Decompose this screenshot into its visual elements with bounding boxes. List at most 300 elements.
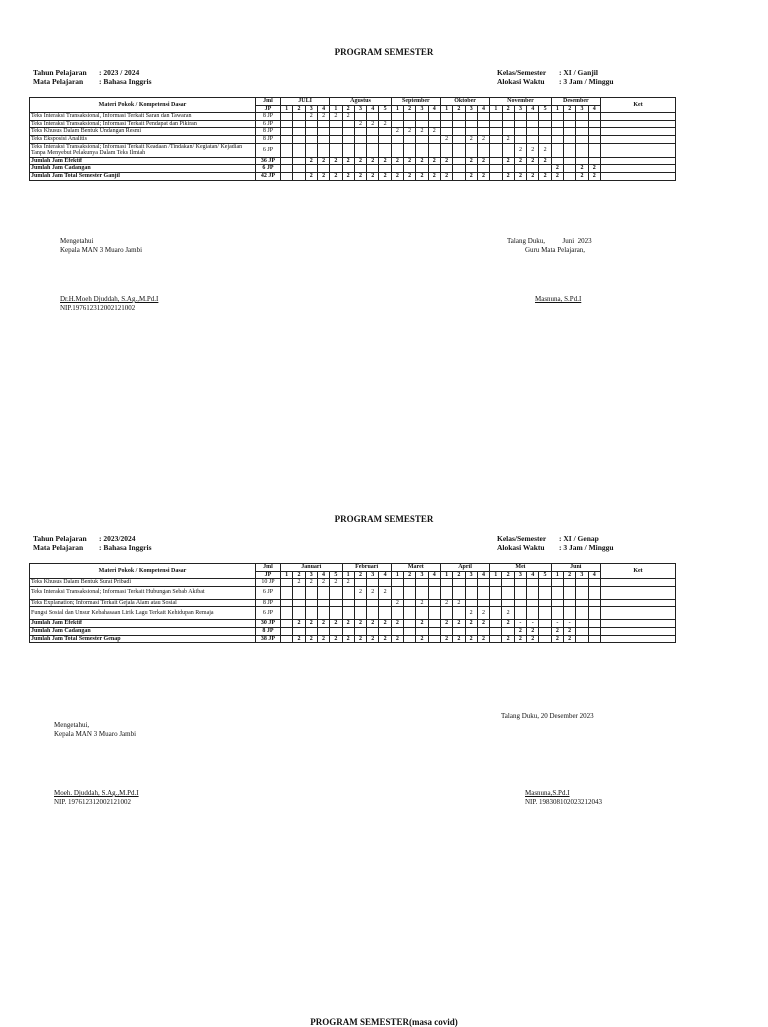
week-cell (428, 113, 440, 121)
table-row (30, 135, 676, 143)
sem2-guru-sign (525, 789, 602, 807)
week-cell (367, 607, 379, 620)
week-cell (588, 120, 600, 128)
week-cell (564, 157, 576, 165)
week-cell: 2 (342, 635, 354, 643)
week-header: 2 (453, 105, 465, 113)
week-header: 5 (539, 571, 551, 579)
week-cell (453, 172, 465, 180)
sem2-info-left (33, 534, 152, 552)
week-cell (465, 113, 477, 121)
week-cell (588, 586, 600, 599)
week-cell: 2 (477, 135, 489, 143)
week-cell (502, 599, 514, 607)
week-cell: 2 (293, 635, 305, 643)
week-cell: 2 (428, 172, 440, 180)
summary-row (30, 627, 676, 635)
tahun-value: : 2023/2024 (99, 534, 136, 543)
week-header: 1 (391, 105, 403, 113)
week-header: 1 (551, 571, 563, 579)
week-cell (342, 128, 354, 136)
week-header: 2 (342, 105, 354, 113)
week-header: 4 (367, 105, 379, 113)
week-cell (539, 120, 551, 128)
week-cell (367, 128, 379, 136)
week-cell: 2 (379, 586, 391, 599)
week-cell (465, 128, 477, 136)
week-cell (564, 128, 576, 136)
week-header: 2 (564, 105, 576, 113)
week-header: 4 (477, 105, 489, 113)
week-cell: 2 (514, 635, 526, 643)
week-cell (477, 128, 489, 136)
week-cell (465, 120, 477, 128)
week-cell: 2 (440, 172, 452, 180)
week-cell (490, 599, 502, 607)
week-cell: 2 (367, 635, 379, 643)
week-cell (354, 135, 366, 143)
week-cell (404, 635, 416, 643)
week-cell: - (514, 620, 526, 628)
week-cell (330, 607, 342, 620)
week-cell (404, 599, 416, 607)
week-cell (293, 607, 305, 620)
week-header: 2 (404, 571, 416, 579)
ket-cell (600, 172, 675, 180)
week-cell (490, 143, 502, 157)
week-cell (539, 599, 551, 607)
week-cell (551, 135, 563, 143)
week-cell (539, 128, 551, 136)
week-cell (404, 165, 416, 173)
ket-cell (600, 586, 675, 599)
week-cell (514, 165, 526, 173)
week-cell (588, 635, 600, 643)
week-cell (391, 135, 403, 143)
sem2-program-table (29, 563, 676, 643)
month-header: Mei (490, 564, 552, 572)
materi-cell: Teks Interaksi Transaksional; Informasi Terkait Pendapat dan Pikiran (30, 120, 256, 128)
sem1-info-left (33, 68, 152, 86)
week-cell (416, 120, 428, 128)
table-row (30, 586, 676, 599)
week-cell (477, 586, 489, 599)
week-cell: 2 (539, 172, 551, 180)
week-cell: - (551, 620, 563, 628)
table-row (30, 599, 676, 607)
week-cell (281, 120, 293, 128)
week-header: 4 (428, 571, 440, 579)
week-cell (588, 607, 600, 620)
week-cell: 2 (440, 635, 452, 643)
week-cell: 2 (317, 113, 329, 121)
week-header: 4 (477, 571, 489, 579)
week-cell (305, 627, 317, 635)
week-cell (342, 599, 354, 607)
week-cell (564, 120, 576, 128)
week-cell (440, 586, 452, 599)
week-cell (477, 113, 489, 121)
week-cell: 2 (502, 635, 514, 643)
week-header: 4 (428, 105, 440, 113)
week-cell (330, 586, 342, 599)
materi-cell: Jumlah Jam Efektif (30, 157, 256, 165)
week-cell: 2 (330, 113, 342, 121)
week-cell (404, 120, 416, 128)
week-cell (317, 627, 329, 635)
week-header: 4 (527, 571, 539, 579)
week-header: 1 (281, 105, 293, 113)
week-cell (416, 579, 428, 587)
week-cell (416, 627, 428, 635)
week-cell: 2 (391, 128, 403, 136)
week-cell: 2 (379, 120, 391, 128)
materi-cell: Jumlah Jam Total Semester Ganjil (30, 172, 256, 180)
sem1-program-table (29, 97, 676, 181)
week-cell (527, 113, 539, 121)
week-cell (379, 128, 391, 136)
week-cell (514, 586, 526, 599)
week-cell: 2 (440, 135, 452, 143)
week-cell (465, 579, 477, 587)
week-cell (477, 579, 489, 587)
week-cell (391, 579, 403, 587)
week-cell (281, 620, 293, 628)
sem2-title: PROGRAM SEMESTER (334, 514, 434, 524)
week-cell: 2 (330, 620, 342, 628)
week-cell (453, 113, 465, 121)
guru-label: Guru Mata Pelajaran, (525, 246, 586, 254)
week-cell: 2 (502, 157, 514, 165)
week-cell (293, 627, 305, 635)
week-cell: 2 (502, 135, 514, 143)
jp-cell: 6 JP (256, 120, 281, 128)
month-header: Juni (551, 564, 600, 572)
summary-row (30, 620, 676, 628)
ket-cell (600, 120, 675, 128)
week-cell (453, 135, 465, 143)
kelas-label: Kelas/Semester (497, 534, 547, 543)
week-cell: 2 (404, 128, 416, 136)
week-cell (564, 172, 576, 180)
jp-cell: 6 JP (256, 586, 281, 599)
week-header: 1 (551, 105, 563, 113)
week-cell (563, 607, 575, 620)
week-cell (564, 143, 576, 157)
tahun-label: Tahun Pelajaran (33, 68, 87, 77)
week-cell (490, 113, 502, 121)
week-cell: 2 (391, 635, 403, 643)
week-cell (551, 113, 563, 121)
week-cell: 2 (330, 579, 342, 587)
week-header: 3 (465, 571, 477, 579)
week-cell: 2 (477, 157, 489, 165)
week-cell: 2 (305, 113, 317, 121)
kepala-name: Dr.H.Moeh Djuddah, S.Ag.,M.Pd.I (60, 295, 159, 303)
week-cell: 2 (317, 620, 329, 628)
materi-header: Materi Pokok / Kompetensi Dasar (30, 98, 256, 113)
week-cell (330, 135, 342, 143)
week-cell: 2 (391, 172, 403, 180)
week-cell: 2 (588, 172, 600, 180)
week-cell (490, 579, 502, 587)
week-cell: 2 (514, 172, 526, 180)
week-cell (293, 599, 305, 607)
ket-cell (600, 579, 675, 587)
week-cell (416, 586, 428, 599)
week-cell: 2 (477, 635, 489, 643)
week-header: 1 (440, 105, 452, 113)
week-cell (391, 607, 403, 620)
week-cell: 2 (354, 620, 366, 628)
week-cell: 2 (527, 143, 539, 157)
week-cell (440, 120, 452, 128)
month-header: Agustus (330, 98, 392, 106)
week-cell (453, 143, 465, 157)
week-cell: 2 (305, 635, 317, 643)
week-cell: 2 (379, 620, 391, 628)
week-cell: 2 (293, 620, 305, 628)
week-cell (293, 165, 305, 173)
week-cell (428, 165, 440, 173)
week-cell (539, 627, 551, 635)
week-cell (551, 586, 563, 599)
week-cell: 2 (367, 586, 379, 599)
week-header: 2 (354, 571, 366, 579)
week-cell (354, 165, 366, 173)
week-cell (527, 607, 539, 620)
week-cell (354, 143, 366, 157)
week-cell (440, 128, 452, 136)
week-cell (281, 165, 293, 173)
table-row (30, 120, 676, 128)
tahun-value: : 2023 / 2024 (99, 68, 140, 77)
week-cell: 2 (317, 172, 329, 180)
month-header: Oktober (440, 98, 489, 106)
week-cell: 2 (440, 599, 452, 607)
week-cell: 2 (428, 128, 440, 136)
week-cell: 2 (379, 635, 391, 643)
week-cell: 2 (342, 620, 354, 628)
materi-cell: Jumlah Jam Cadangan (30, 627, 256, 635)
week-cell (588, 135, 600, 143)
week-cell (527, 135, 539, 143)
week-cell (330, 120, 342, 128)
week-cell (305, 599, 317, 607)
week-cell (391, 113, 403, 121)
week-cell (527, 579, 539, 587)
week-cell: 2 (342, 113, 354, 121)
week-cell: 2 (330, 172, 342, 180)
week-cell: 2 (416, 157, 428, 165)
week-cell (453, 128, 465, 136)
kelas-value: : XI / Genap (559, 534, 599, 543)
week-header: 3 (514, 571, 526, 579)
mapel-label: Mata Pelajaran (33, 77, 84, 86)
materi-cell: Jumlah Jam Efektif (30, 620, 256, 628)
week-header: 1 (391, 571, 403, 579)
week-cell: 2 (563, 635, 575, 643)
week-header: 2 (293, 571, 305, 579)
week-cell (293, 172, 305, 180)
week-cell (539, 586, 551, 599)
jml-header: Jml (256, 98, 281, 106)
week-cell (416, 135, 428, 143)
ket-cell (600, 157, 675, 165)
ket-cell (600, 135, 675, 143)
week-cell (293, 113, 305, 121)
week-cell: 2 (527, 172, 539, 180)
week-cell: 2 (391, 599, 403, 607)
week-cell (539, 607, 551, 620)
kepala-label: Kepala MAN 3 Muaro Jambi (54, 730, 137, 738)
week-cell (453, 165, 465, 173)
week-cell (576, 128, 588, 136)
week-cell (490, 165, 502, 173)
materi-cell: Jumlah Jam Total Semester Genap (30, 635, 256, 643)
week-cell (281, 128, 293, 136)
week-cell (416, 113, 428, 121)
alokasi-value: : 3 Jam / Minggu (559, 543, 614, 552)
jp-cell: 36 JP (256, 157, 281, 165)
week-cell: 2 (502, 607, 514, 620)
week-cell (281, 627, 293, 635)
summary-row (30, 165, 676, 173)
week-cell (490, 627, 502, 635)
ket-cell (600, 128, 675, 136)
week-cell (551, 599, 563, 607)
week-cell: 2 (453, 620, 465, 628)
week-cell (588, 128, 600, 136)
mapel-value: : Bahasa Inggris (99, 77, 152, 86)
ket-cell (600, 627, 675, 635)
week-cell (281, 157, 293, 165)
week-cell (317, 120, 329, 128)
kepala-label: Kepala MAN 3 Muaro Jambi (60, 246, 143, 254)
week-cell (576, 586, 588, 599)
month-header: November (490, 98, 552, 106)
guru-nip: NIP. 198308102023212043 (525, 798, 603, 806)
week-cell (330, 165, 342, 173)
sem1-kepala-sign (60, 295, 158, 313)
week-cell: 2 (502, 620, 514, 628)
week-cell (490, 172, 502, 180)
week-cell (305, 607, 317, 620)
week-header: 1 (490, 571, 502, 579)
tahun-label: Tahun Pelajaran (33, 534, 87, 543)
table-row (30, 128, 676, 136)
week-cell (490, 157, 502, 165)
ket-cell (600, 607, 675, 620)
week-cell (281, 607, 293, 620)
week-cell: 2 (342, 579, 354, 587)
week-cell (551, 607, 563, 620)
week-cell (490, 635, 502, 643)
week-cell: 2 (514, 143, 526, 157)
week-cell: 2 (465, 635, 477, 643)
week-cell (293, 120, 305, 128)
jp-cell: 8 JP (256, 113, 281, 121)
week-cell: 2 (354, 586, 366, 599)
month-header: JULI (281, 98, 330, 106)
place-date: Talang Duku, Juni 2023 (507, 237, 592, 245)
week-header: 4 (527, 105, 539, 113)
week-cell (317, 165, 329, 173)
week-cell: 2 (367, 120, 379, 128)
week-cell: 2 (551, 165, 563, 173)
month-header: April (440, 564, 489, 572)
week-cell (490, 620, 502, 628)
month-header: Januari (281, 564, 343, 572)
week-cell (588, 143, 600, 157)
summary-row (30, 172, 676, 180)
week-cell (305, 128, 317, 136)
week-cell (317, 586, 329, 599)
week-cell: 2 (527, 635, 539, 643)
week-cell (293, 586, 305, 599)
week-cell (379, 599, 391, 607)
week-cell: 2 (514, 157, 526, 165)
week-cell (551, 143, 563, 157)
jp-cell: 38 JP (256, 635, 281, 643)
alokasi-label: Alokasi Waktu (497, 543, 545, 552)
week-cell (379, 627, 391, 635)
week-cell: 2 (404, 172, 416, 180)
week-cell (428, 120, 440, 128)
mapel-value: : Bahasa Inggris (99, 543, 152, 552)
week-cell (342, 143, 354, 157)
week-cell (514, 599, 526, 607)
week-cell: - (527, 620, 539, 628)
week-header: 4 (317, 105, 329, 113)
week-cell (281, 599, 293, 607)
week-header: 2 (563, 571, 575, 579)
materi-cell: Teks Interaksi Transaksional; Informasi Terkait Hubungan Sebab Akibat (30, 586, 256, 599)
week-cell: 2 (416, 620, 428, 628)
week-cell (564, 113, 576, 121)
week-cell: 2 (440, 620, 452, 628)
week-cell: 2 (551, 635, 563, 643)
week-header: 3 (576, 571, 588, 579)
week-cell (527, 586, 539, 599)
month-header: September (391, 98, 440, 106)
week-cell: 2 (342, 157, 354, 165)
week-cell: 2 (391, 157, 403, 165)
sem1-guru-sign (535, 295, 581, 304)
week-cell (539, 620, 551, 628)
week-cell (293, 135, 305, 143)
week-header: 2 (404, 105, 416, 113)
jp-cell: 42 JP (256, 172, 281, 180)
week-cell (563, 579, 575, 587)
week-cell (576, 607, 588, 620)
week-cell: - (563, 620, 575, 628)
sem2-place-date: Talang Duku, 20 Desember 2023 (501, 712, 594, 720)
week-cell (404, 113, 416, 121)
week-header: 5 (379, 105, 391, 113)
week-header: 4 (379, 571, 391, 579)
week-cell (305, 165, 317, 173)
week-cell: 2 (527, 157, 539, 165)
week-cell (416, 143, 428, 157)
week-cell: 2 (465, 620, 477, 628)
week-cell: 2 (576, 172, 588, 180)
week-cell (281, 135, 293, 143)
week-cell (551, 157, 563, 165)
week-cell (379, 579, 391, 587)
week-cell (281, 635, 293, 643)
week-cell (490, 607, 502, 620)
